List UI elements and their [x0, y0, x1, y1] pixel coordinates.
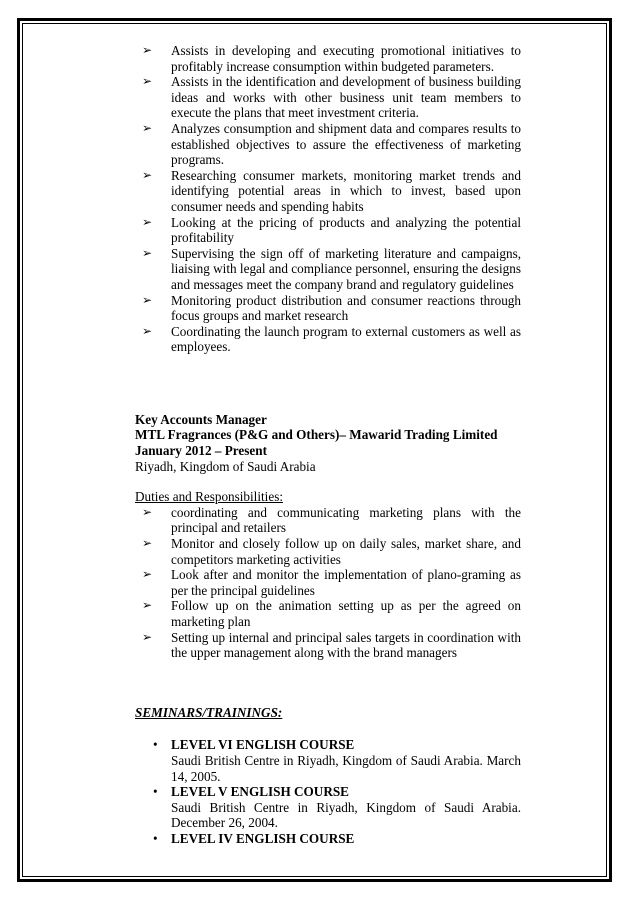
arrow-bullet-icon: ➢ — [142, 167, 153, 182]
arrow-bullet-icon: ➢ — [142, 292, 153, 307]
job-dates: January 2012 – Present — [135, 443, 267, 459]
list-item: ➢ coordinating and communicating marketing plans with the principal and retailers — [142, 504, 521, 536]
job-company: MTL Fragrances (P&G and Others)– Mawarid Trading Limited — [135, 427, 498, 443]
previous-job-duties — [135, 43, 521, 355]
arrow-bullet-icon: ➢ — [142, 120, 153, 135]
dot-bullet-icon: • — [153, 737, 158, 753]
list-item: ➢ Setting up internal and principal sales targets in coordination with the upper management along with the brand managers — [142, 629, 521, 661]
list-item — [135, 784, 521, 831]
seminar-list — [135, 737, 521, 846]
arrow-bullet-icon: ➢ — [142, 536, 153, 551]
job-entry — [135, 412, 521, 661]
seminar-title: LEVEL IV ENGLISH COURSE — [171, 830, 355, 846]
job-title: Key Accounts Manager — [135, 411, 267, 427]
seminar-title: LEVEL V ENGLISH COURSE — [171, 784, 349, 800]
resume-page — [135, 43, 521, 847]
arrow-bullet-icon: ➢ — [142, 504, 153, 519]
list-item: ➢ Assists in the identification and development of business building ideas and works with other business unit team members to execute the plans that meet investment criteria. — [142, 74, 521, 121]
list-item: ➢ Coordinating the launch program to external customers as well as employees. — [142, 323, 521, 355]
list-item — [135, 831, 521, 847]
seminar-detail: Saudi British Centre in Riyadh, Kingdom of Saudi Arabia. December 26, 2004. — [171, 799, 521, 831]
list-item: ➢ Looking at the pricing of products and analyzing the potential profitability — [142, 214, 521, 246]
arrow-bullet-icon: ➢ — [142, 629, 153, 644]
list-item: ➢ Look after and monitor the implementation of plano-graming as per the principal guidelines — [142, 567, 521, 598]
list-item: ➢ Follow up on the animation setting up as per the agreed on marketing plan — [142, 598, 521, 629]
duties-heading: Duties and Responsibilities: — [135, 489, 283, 505]
arrow-bullet-icon: ➢ — [142, 214, 153, 229]
seminar-title: LEVEL VI ENGLISH COURSE — [171, 737, 355, 753]
seminars-section — [135, 705, 521, 847]
arrow-bullet-icon: ➢ — [142, 245, 153, 260]
list-item: ➢ Supervising the sign off of marketing literature and campaigns, liaising with legal and compliance personnel, ensuring the designs and messages meet the company brand and regulatory guidelines — [142, 245, 521, 292]
dot-bullet-icon: • — [153, 830, 158, 846]
list-item: ➢ Monitor and closely follow up on daily sales, market share, and competitors marketing activities — [142, 536, 521, 567]
list-item: ➢ Assists in developing and executing promotional initiatives to profitably increase consumption within budgeted parameters. — [142, 43, 521, 74]
arrow-bullet-icon: ➢ — [142, 74, 153, 89]
arrow-bullet-icon: ➢ — [142, 598, 153, 613]
job-location: Riyadh, Kingdom of Saudi Arabia — [135, 458, 316, 474]
list-item: ➢ Analyzes consumption and shipment data and compares results to established objectives to assure the effectiveness of marketing programs. — [142, 120, 521, 168]
job-duties — [135, 505, 521, 661]
seminar-detail: Saudi British Centre in Riyadh, Kingdom of Saudi Arabia. March 14, 2005. — [171, 752, 521, 784]
section-title: SEMINARS/TRAININGS: — [135, 704, 283, 720]
arrow-bullet-icon: ➢ — [142, 43, 153, 57]
arrow-bullet-icon: ➢ — [142, 323, 153, 338]
dot-bullet-icon: • — [153, 784, 158, 800]
list-item: ➢ Monitoring product distribution and consumer reactions through focus groups and market research — [142, 292, 521, 324]
arrow-bullet-icon: ➢ — [142, 567, 153, 582]
list-item: ➢ Researching consumer markets, monitoring market trends and identifying potential areas in which to invest, based upon consumer needs and spending habits — [142, 167, 521, 214]
list-item — [135, 737, 521, 784]
